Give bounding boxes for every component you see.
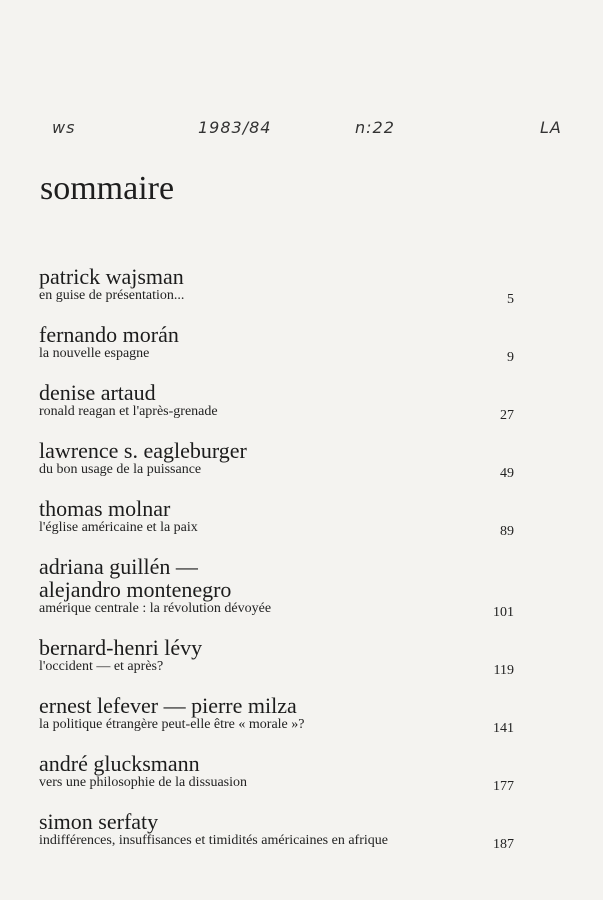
table-of-contents (39, 265, 514, 886)
entry-subtitle: ronald reagan et l'après-grenade (39, 404, 218, 419)
entry-subtitle: en guise de présentation... (39, 288, 185, 303)
entry-page-number: 27 (500, 408, 514, 423)
handwritten-year: 1983/84 (198, 118, 272, 137)
entry-page-number: 5 (507, 292, 514, 307)
entry-author: fernando morán (39, 322, 179, 347)
entry-subtitle: vers une philosophie de la dissuasion (39, 775, 248, 790)
entry-page-number: 141 (493, 721, 514, 736)
entry-subtitle: l'occident — et après? (39, 659, 164, 674)
toc-entry (39, 497, 514, 549)
toc-entry (39, 381, 514, 433)
entry-author: lawrence s. eagleburger (39, 438, 247, 463)
handwritten-ref: ws (52, 118, 76, 137)
toc-entry (39, 323, 514, 375)
toc-entry (39, 265, 514, 317)
entry-author: bernard-henri lévy (39, 635, 203, 660)
entry-page-number: 89 (500, 524, 514, 539)
entry-author: patrick wajsman (39, 264, 184, 289)
entry-author: thomas molnar (39, 496, 171, 521)
entry-subtitle: l'église américaine et la paix (39, 520, 198, 535)
entry-subtitle: du bon usage de la puissance (39, 462, 202, 477)
entry-subtitle: la nouvelle espagne (39, 346, 150, 361)
entry-coauthor: alejandro montenegro (39, 577, 232, 602)
entry-author: denise artaud (39, 380, 156, 405)
entry-author: simon serfaty (39, 809, 159, 834)
toc-entry (39, 555, 514, 630)
entry-page-number: 101 (493, 605, 514, 620)
entry-page-number: 119 (493, 663, 514, 678)
entry-subtitle: amérique centrale : la révolution dévoyée (39, 601, 272, 616)
toc-entry (39, 439, 514, 491)
toc-entry (39, 636, 514, 688)
entry-page-number: 49 (500, 466, 514, 481)
toc-entry (39, 810, 514, 880)
entry-page-number: 9 (507, 350, 514, 365)
entry-author: andré glucksmann (39, 751, 200, 776)
entry-author: ernest lefever — pierre milza (39, 693, 297, 718)
entry-page-number: 187 (493, 837, 514, 852)
entry-page-number: 177 (493, 779, 514, 794)
handwritten-issue: n:22 (355, 118, 395, 137)
handwritten-mark: LA (540, 118, 562, 137)
toc-entry (39, 694, 514, 746)
entry-subtitle: la politique étrangère peut-elle être « morale »? (39, 717, 305, 732)
entry-author: adriana guillén — (39, 554, 198, 579)
page-title: sommaire (40, 170, 175, 207)
toc-entry (39, 752, 514, 804)
entry-subtitle: indifférences, insuffisances et timidités américaines en afrique (39, 833, 388, 848)
